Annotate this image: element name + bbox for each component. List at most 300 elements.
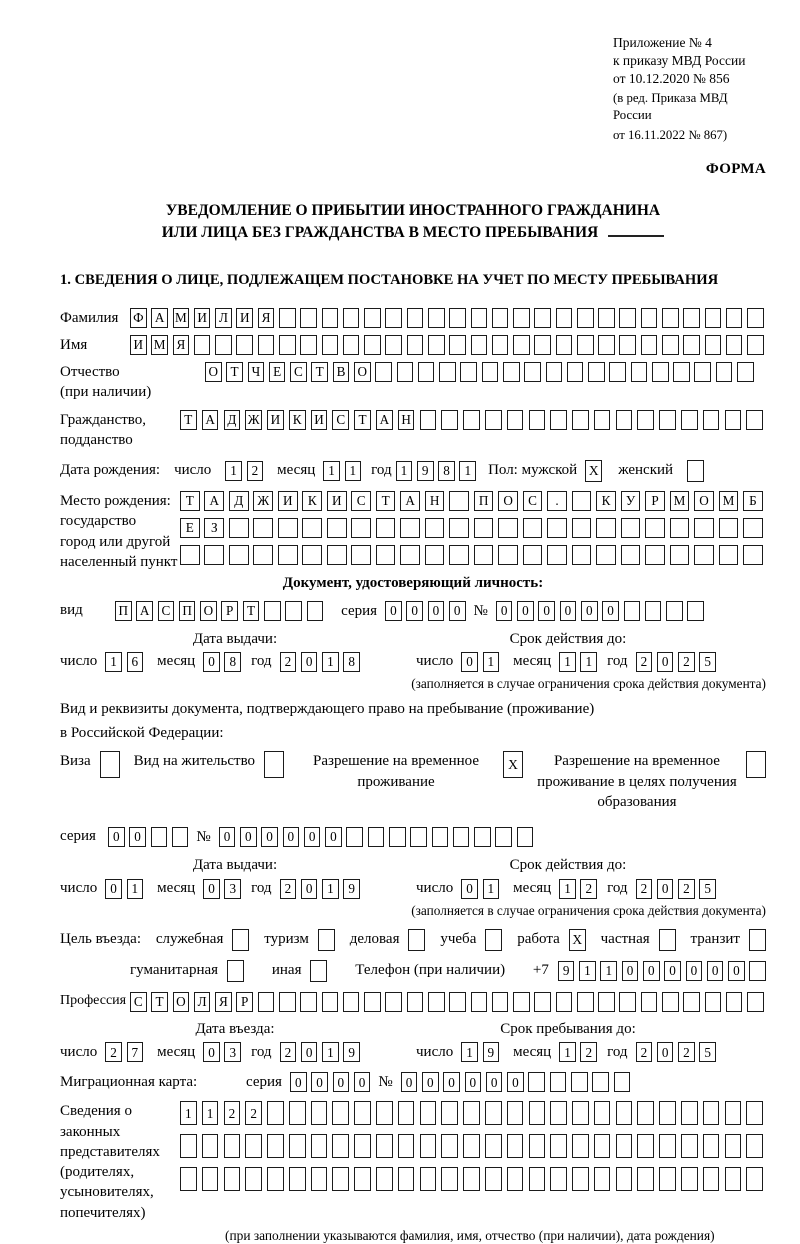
char-cell[interactable]: И <box>130 335 147 355</box>
char-cell[interactable] <box>507 1167 524 1191</box>
char-cell[interactable] <box>598 308 615 328</box>
char-cell[interactable]: Я <box>215 992 232 1012</box>
char-cell[interactable] <box>705 308 722 328</box>
char-cell[interactable] <box>258 992 275 1012</box>
char-cell[interactable]: 2 <box>580 879 597 899</box>
char-cell[interactable] <box>683 335 700 355</box>
char-cell[interactable]: 1 <box>580 652 597 672</box>
char-cell[interactable] <box>278 518 298 538</box>
char-cell[interactable]: 0 <box>707 961 724 981</box>
char-cell[interactable] <box>474 518 494 538</box>
char-cell[interactable]: А <box>151 308 168 328</box>
char-cell[interactable] <box>749 961 766 981</box>
char-cell[interactable] <box>364 308 381 328</box>
char-cell[interactable] <box>449 992 466 1012</box>
char-cell[interactable] <box>572 545 592 565</box>
char-cell[interactable] <box>492 335 509 355</box>
char-cell[interactable] <box>673 362 690 382</box>
char-cell[interactable] <box>670 518 690 538</box>
char-cell[interactable]: 1 <box>225 461 242 481</box>
char-cell[interactable] <box>547 545 567 565</box>
char-cell[interactable]: 0 <box>108 827 125 847</box>
char-cell[interactable] <box>351 518 371 538</box>
char-cell[interactable] <box>343 308 360 328</box>
char-cell[interactable]: Е <box>180 518 200 538</box>
char-cell[interactable] <box>485 410 502 430</box>
char-cell[interactable]: Т <box>243 601 260 621</box>
char-cell[interactable]: О <box>498 491 518 511</box>
char-cell[interactable]: 1 <box>579 961 596 981</box>
char-cell[interactable] <box>474 545 494 565</box>
char-cell[interactable] <box>694 362 711 382</box>
char-cell[interactable]: 6 <box>127 652 144 672</box>
char-cell[interactable] <box>670 545 690 565</box>
char-cell[interactable] <box>289 1101 306 1125</box>
char-cell[interactable]: 1 <box>322 652 339 672</box>
char-cell[interactable] <box>666 601 683 621</box>
char-cell[interactable] <box>439 362 456 382</box>
char-cell[interactable] <box>279 335 296 355</box>
char-cell[interactable] <box>215 335 232 355</box>
char-cell[interactable] <box>229 545 249 565</box>
char-cell[interactable] <box>253 518 273 538</box>
purpose-tourism-checkbox[interactable] <box>318 929 335 951</box>
char-cell[interactable] <box>354 1167 371 1191</box>
char-cell[interactable] <box>572 518 592 538</box>
char-cell[interactable]: О <box>173 992 190 1012</box>
char-cell[interactable] <box>659 1134 676 1158</box>
char-cell[interactable]: 0 <box>602 601 619 621</box>
char-cell[interactable] <box>594 1101 611 1125</box>
char-cell[interactable] <box>725 1134 742 1158</box>
char-cell[interactable] <box>407 992 424 1012</box>
char-cell[interactable] <box>364 335 381 355</box>
char-cell[interactable] <box>482 362 499 382</box>
char-cell[interactable] <box>322 335 339 355</box>
sex-female-checkbox[interactable] <box>687 460 704 482</box>
char-cell[interactable]: В <box>333 362 350 382</box>
char-cell[interactable] <box>354 1101 371 1125</box>
char-cell[interactable] <box>463 1167 480 1191</box>
char-cell[interactable]: 1 <box>559 879 576 899</box>
char-cell[interactable] <box>376 518 396 538</box>
char-cell[interactable] <box>743 518 763 538</box>
char-cell[interactable] <box>503 362 520 382</box>
char-cell[interactable] <box>594 1167 611 1191</box>
char-cell[interactable]: Я <box>258 308 275 328</box>
char-cell[interactable]: 0 <box>507 1072 524 1092</box>
char-cell[interactable] <box>364 992 381 1012</box>
char-cell[interactable]: 0 <box>428 601 445 621</box>
char-cell[interactable]: 2 <box>280 652 297 672</box>
char-cell[interactable] <box>289 1167 306 1191</box>
char-cell[interactable] <box>507 410 524 430</box>
char-cell[interactable] <box>202 1167 219 1191</box>
char-cell[interactable]: Ж <box>245 410 262 430</box>
char-cell[interactable] <box>596 518 616 538</box>
char-cell[interactable]: 1 <box>459 461 476 481</box>
char-cell[interactable] <box>747 335 764 355</box>
char-cell[interactable]: С <box>332 410 349 430</box>
char-cell[interactable] <box>550 1072 567 1092</box>
char-cell[interactable]: 2 <box>636 1042 653 1062</box>
char-cell[interactable]: 0 <box>538 601 555 621</box>
char-cell[interactable]: М <box>670 491 690 511</box>
char-cell[interactable] <box>471 992 488 1012</box>
char-cell[interactable] <box>645 545 665 565</box>
char-cell[interactable]: 0 <box>301 879 318 899</box>
char-cell[interactable]: И <box>267 410 284 430</box>
char-cell[interactable]: 0 <box>449 601 466 621</box>
char-cell[interactable]: 9 <box>483 1042 500 1062</box>
char-cell[interactable] <box>507 1134 524 1158</box>
char-cell[interactable] <box>449 491 469 511</box>
char-cell[interactable]: Е <box>269 362 286 382</box>
char-cell[interactable] <box>245 1167 262 1191</box>
char-cell[interactable] <box>577 992 594 1012</box>
char-cell[interactable] <box>577 335 594 355</box>
char-cell[interactable] <box>194 335 211 355</box>
char-cell[interactable]: 1 <box>127 879 144 899</box>
char-cell[interactable] <box>523 545 543 565</box>
purpose-humanitarian-checkbox[interactable] <box>227 960 244 982</box>
char-cell[interactable] <box>420 1167 437 1191</box>
char-cell[interactable] <box>550 1134 567 1158</box>
char-cell[interactable]: 0 <box>290 1072 307 1092</box>
char-cell[interactable]: 9 <box>343 1042 360 1062</box>
char-cell[interactable]: 0 <box>486 1072 503 1092</box>
char-cell[interactable] <box>547 518 567 538</box>
char-cell[interactable] <box>719 518 739 538</box>
char-cell[interactable] <box>407 308 424 328</box>
char-cell[interactable] <box>594 410 611 430</box>
char-cell[interactable] <box>592 1072 609 1092</box>
char-cell[interactable] <box>398 1101 415 1125</box>
char-cell[interactable] <box>460 362 477 382</box>
char-cell[interactable] <box>485 1134 502 1158</box>
char-cell[interactable]: К <box>596 491 616 511</box>
char-cell[interactable] <box>327 518 347 538</box>
char-cell[interactable]: 7 <box>127 1042 144 1062</box>
char-cell[interactable] <box>389 827 406 847</box>
char-cell[interactable] <box>588 362 605 382</box>
char-cell[interactable] <box>529 1101 546 1125</box>
char-cell[interactable] <box>641 992 658 1012</box>
purpose-official-checkbox[interactable] <box>232 929 249 951</box>
char-cell[interactable] <box>556 308 573 328</box>
char-cell[interactable] <box>529 1167 546 1191</box>
char-cell[interactable] <box>453 827 470 847</box>
visa-checkbox[interactable] <box>100 751 120 778</box>
char-cell[interactable]: 2 <box>247 461 264 481</box>
char-cell[interactable]: Р <box>645 491 665 511</box>
char-cell[interactable] <box>279 992 296 1012</box>
char-cell[interactable] <box>376 1101 393 1125</box>
residence-permit-checkbox[interactable] <box>264 751 284 778</box>
char-cell[interactable]: 1 <box>483 652 500 672</box>
char-cell[interactable] <box>498 545 518 565</box>
char-cell[interactable] <box>332 1101 349 1125</box>
char-cell[interactable] <box>151 827 168 847</box>
char-cell[interactable] <box>619 308 636 328</box>
char-cell[interactable]: 0 <box>385 601 402 621</box>
char-cell[interactable] <box>311 1134 328 1158</box>
char-cell[interactable] <box>172 827 189 847</box>
char-cell[interactable]: Ж <box>253 491 273 511</box>
char-cell[interactable] <box>572 410 589 430</box>
char-cell[interactable] <box>449 518 469 538</box>
char-cell[interactable] <box>485 1167 502 1191</box>
char-cell[interactable]: 0 <box>105 879 122 899</box>
char-cell[interactable] <box>528 1072 545 1092</box>
char-cell[interactable] <box>743 545 763 565</box>
char-cell[interactable]: 2 <box>224 1101 241 1125</box>
char-cell[interactable] <box>524 362 541 382</box>
char-cell[interactable] <box>204 545 224 565</box>
char-cell[interactable]: 1 <box>600 961 617 981</box>
purpose-other-checkbox[interactable] <box>310 960 327 982</box>
char-cell[interactable]: 1 <box>105 652 122 672</box>
char-cell[interactable]: Т <box>180 410 197 430</box>
char-cell[interactable] <box>645 518 665 538</box>
char-cell[interactable]: И <box>327 491 347 511</box>
char-cell[interactable]: Л <box>215 308 232 328</box>
char-cell[interactable]: 9 <box>417 461 434 481</box>
char-cell[interactable] <box>616 410 633 430</box>
char-cell[interactable]: Я <box>173 335 190 355</box>
char-cell[interactable] <box>332 1134 349 1158</box>
char-cell[interactable] <box>556 992 573 1012</box>
char-cell[interactable] <box>498 518 518 538</box>
char-cell[interactable]: И <box>278 491 298 511</box>
char-cell[interactable]: 0 <box>129 827 146 847</box>
char-cell[interactable]: 0 <box>304 827 321 847</box>
char-cell[interactable]: 1 <box>559 1042 576 1062</box>
char-cell[interactable] <box>652 362 669 382</box>
char-cell[interactable]: 0 <box>581 601 598 621</box>
char-cell[interactable]: 0 <box>664 961 681 981</box>
char-cell[interactable] <box>726 308 743 328</box>
char-cell[interactable] <box>267 1101 284 1125</box>
char-cell[interactable] <box>264 601 281 621</box>
char-cell[interactable] <box>705 992 722 1012</box>
char-cell[interactable] <box>229 518 249 538</box>
char-cell[interactable] <box>681 410 698 430</box>
char-cell[interactable] <box>725 1167 742 1191</box>
char-cell[interactable]: Р <box>221 601 238 621</box>
char-cell[interactable] <box>616 1134 633 1158</box>
char-cell[interactable] <box>719 545 739 565</box>
char-cell[interactable]: Т <box>180 491 200 511</box>
char-cell[interactable] <box>637 1134 654 1158</box>
char-cell[interactable] <box>245 1134 262 1158</box>
char-cell[interactable]: О <box>200 601 217 621</box>
char-cell[interactable]: 0 <box>461 652 478 672</box>
char-cell[interactable] <box>726 335 743 355</box>
char-cell[interactable]: 2 <box>678 1042 695 1062</box>
char-cell[interactable] <box>517 827 534 847</box>
char-cell[interactable]: 8 <box>224 652 241 672</box>
char-cell[interactable]: Д <box>224 410 241 430</box>
char-cell[interactable] <box>513 335 530 355</box>
char-cell[interactable] <box>746 1101 763 1125</box>
char-cell[interactable] <box>224 1167 241 1191</box>
char-cell[interactable] <box>368 827 385 847</box>
char-cell[interactable]: 0 <box>443 1072 460 1092</box>
char-cell[interactable]: 0 <box>219 827 236 847</box>
char-cell[interactable] <box>289 1134 306 1158</box>
char-cell[interactable] <box>694 518 714 538</box>
char-cell[interactable] <box>376 545 396 565</box>
char-cell[interactable] <box>725 410 742 430</box>
char-cell[interactable]: 1 <box>180 1101 197 1125</box>
char-cell[interactable] <box>307 601 324 621</box>
char-cell[interactable]: Т <box>376 491 396 511</box>
char-cell[interactable] <box>659 410 676 430</box>
char-cell[interactable] <box>550 1167 567 1191</box>
char-cell[interactable] <box>474 827 491 847</box>
char-cell[interactable]: 3 <box>224 879 241 899</box>
char-cell[interactable]: С <box>158 601 175 621</box>
char-cell[interactable]: А <box>400 491 420 511</box>
char-cell[interactable] <box>180 1134 197 1158</box>
char-cell[interactable] <box>637 410 654 430</box>
char-cell[interactable] <box>492 308 509 328</box>
char-cell[interactable] <box>746 1134 763 1158</box>
char-cell[interactable] <box>641 308 658 328</box>
char-cell[interactable]: 0 <box>283 827 300 847</box>
char-cell[interactable] <box>572 1101 589 1125</box>
char-cell[interactable]: 0 <box>728 961 745 981</box>
char-cell[interactable] <box>631 362 648 382</box>
char-cell[interactable]: Т <box>354 410 371 430</box>
char-cell[interactable]: Л <box>194 992 211 1012</box>
char-cell[interactable]: 0 <box>622 961 639 981</box>
char-cell[interactable] <box>513 992 530 1012</box>
char-cell[interactable] <box>598 992 615 1012</box>
char-cell[interactable]: 3 <box>224 1042 241 1062</box>
char-cell[interactable]: К <box>289 410 306 430</box>
char-cell[interactable] <box>407 335 424 355</box>
char-cell[interactable] <box>258 335 275 355</box>
char-cell[interactable] <box>428 992 445 1012</box>
char-cell[interactable] <box>385 335 402 355</box>
char-cell[interactable] <box>726 992 743 1012</box>
char-cell[interactable]: 1 <box>322 879 339 899</box>
char-cell[interactable] <box>311 1167 328 1191</box>
char-cell[interactable] <box>441 1167 458 1191</box>
char-cell[interactable] <box>572 1167 589 1191</box>
char-cell[interactable] <box>410 827 427 847</box>
char-cell[interactable]: С <box>290 362 307 382</box>
char-cell[interactable]: П <box>115 601 132 621</box>
char-cell[interactable] <box>637 1167 654 1191</box>
char-cell[interactable]: П <box>179 601 196 621</box>
char-cell[interactable] <box>311 1101 328 1125</box>
char-cell[interactable] <box>523 518 543 538</box>
char-cell[interactable]: И <box>236 308 253 328</box>
char-cell[interactable]: 2 <box>280 879 297 899</box>
char-cell[interactable]: 8 <box>343 652 360 672</box>
char-cell[interactable] <box>351 545 371 565</box>
char-cell[interactable]: С <box>523 491 543 511</box>
char-cell[interactable] <box>302 518 322 538</box>
char-cell[interactable]: 0 <box>657 652 674 672</box>
char-cell[interactable]: 0 <box>333 1072 350 1092</box>
char-cell[interactable] <box>529 410 546 430</box>
char-cell[interactable]: С <box>130 992 147 1012</box>
char-cell[interactable] <box>705 335 722 355</box>
char-cell[interactable] <box>385 308 402 328</box>
char-cell[interactable]: Н <box>398 410 415 430</box>
char-cell[interactable] <box>300 308 317 328</box>
char-cell[interactable] <box>621 518 641 538</box>
char-cell[interactable]: 0 <box>240 827 257 847</box>
char-cell[interactable] <box>572 1134 589 1158</box>
char-cell[interactable]: 5 <box>699 1042 716 1062</box>
char-cell[interactable]: М <box>173 308 190 328</box>
char-cell[interactable] <box>343 992 360 1012</box>
char-cell[interactable] <box>346 827 363 847</box>
char-cell[interactable] <box>703 1167 720 1191</box>
char-cell[interactable]: Ф <box>130 308 147 328</box>
char-cell[interactable] <box>279 308 296 328</box>
char-cell[interactable] <box>375 362 392 382</box>
char-cell[interactable]: 1 <box>461 1042 478 1062</box>
char-cell[interactable] <box>614 1072 631 1092</box>
char-cell[interactable]: 0 <box>465 1072 482 1092</box>
char-cell[interactable] <box>694 545 714 565</box>
char-cell[interactable] <box>278 545 298 565</box>
char-cell[interactable] <box>534 335 551 355</box>
char-cell[interactable] <box>683 992 700 1012</box>
char-cell[interactable]: 0 <box>560 601 577 621</box>
char-cell[interactable] <box>354 1134 371 1158</box>
char-cell[interactable] <box>253 545 273 565</box>
char-cell[interactable] <box>619 992 636 1012</box>
char-cell[interactable]: О <box>205 362 222 382</box>
char-cell[interactable] <box>267 1134 284 1158</box>
char-cell[interactable] <box>594 1134 611 1158</box>
char-cell[interactable]: 9 <box>558 961 575 981</box>
char-cell[interactable] <box>428 335 445 355</box>
char-cell[interactable] <box>418 362 435 382</box>
char-cell[interactable] <box>659 1101 676 1125</box>
char-cell[interactable] <box>550 410 567 430</box>
char-cell[interactable] <box>616 1101 633 1125</box>
char-cell[interactable] <box>471 335 488 355</box>
char-cell[interactable] <box>567 362 584 382</box>
char-cell[interactable] <box>624 601 641 621</box>
char-cell[interactable]: 0 <box>311 1072 328 1092</box>
char-cell[interactable] <box>300 335 317 355</box>
char-cell[interactable] <box>507 1101 524 1125</box>
char-cell[interactable] <box>596 545 616 565</box>
char-cell[interactable] <box>556 335 573 355</box>
purpose-study-checkbox[interactable] <box>485 929 502 951</box>
char-cell[interactable] <box>746 1167 763 1191</box>
char-cell[interactable] <box>236 335 253 355</box>
char-cell[interactable]: К <box>302 491 322 511</box>
char-cell[interactable]: 1 <box>322 1042 339 1062</box>
char-cell[interactable]: Т <box>311 362 328 382</box>
char-cell[interactable] <box>546 362 563 382</box>
char-cell[interactable]: А <box>204 491 224 511</box>
char-cell[interactable]: 0 <box>643 961 660 981</box>
char-cell[interactable] <box>202 1134 219 1158</box>
char-cell[interactable]: 0 <box>657 879 674 899</box>
char-cell[interactable] <box>425 545 445 565</box>
